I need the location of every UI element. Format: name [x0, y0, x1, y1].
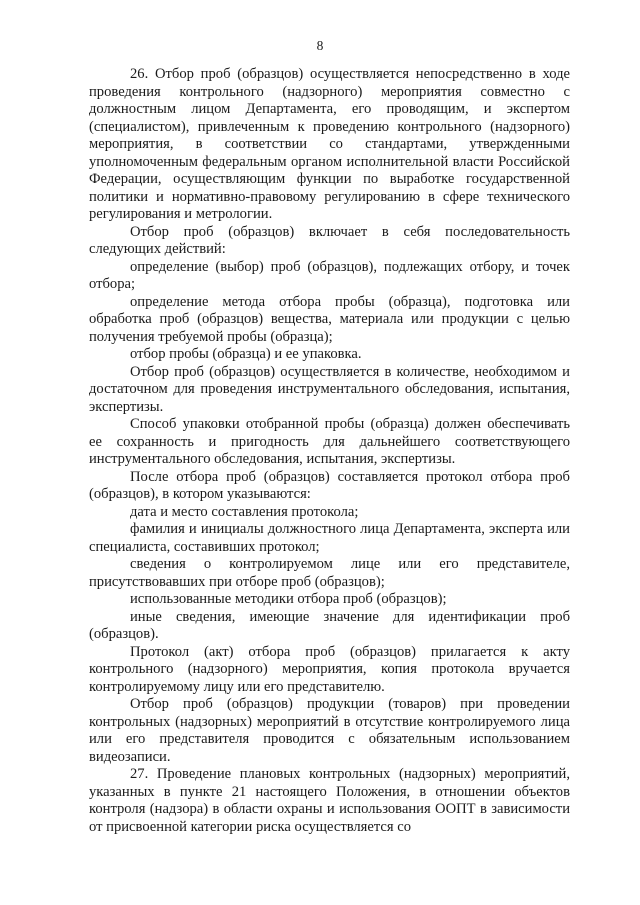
list-item-protocol-methods: использованные методики отбора проб (образцов); [130, 591, 447, 607]
paragraph-sampling-quantity: Отбор проб (образцов) осуществляется в количестве, необходимом и достаточном для проведения инструментального обследования, испытания, экспертизы. [89, 363, 570, 415]
list-item-protocol-other: иные сведения, имеющие значение для идентификации проб (образцов). [89, 608, 570, 642]
list-item-protocol-controlled-person: сведения о контролируемом лице или его представителе, присутствовавших при отборе проб (образцов); [89, 556, 570, 590]
paragraph-protocol-intro: После отбора проб (образцов) составляется протокол отбора проб (образцов), в котором указываются: [89, 468, 570, 502]
list-item-method-definition: определение метода отбора пробы (образца), подготовка или обработка проб (образцов) вещества, материала или продукции с целью получения требуемой пробы (образца); [89, 293, 570, 345]
list-item-sampling-packaging: отбор пробы (образца) и ее упаковка. [130, 346, 362, 362]
list-item-protocol-officials: фамилия и инициалы должностного лица Департамента, эксперта или специалиста, составивших протокол; [89, 521, 570, 555]
paragraph-26-intro: 26. Отбор проб (образцов) осуществляется непосредственно в ходе проведения контрольного (надзорного) мероприятия совместно с должностным лицом Департамента, его проводящим, и экспертом (специалистом), привлеченным к проведению контрольного (надзорного) мероприятия, в соответствии со стандартами, утвержденными уполномоченным федеральным органом исполнительной власти Российской Федерации, осуществляющим функции по выработке государственной политики и нормативно-правовому регулированию в сфере технического регулирования и метрологии. [89, 66, 570, 222]
page-number: 8 [316, 38, 324, 53]
paragraph-sampling-steps-intro: Отбор проб (образцов) включает в себя последовательность следующих действий: [89, 223, 570, 257]
paragraph-video-recording: Отбор проб (образцов) продукции (товаров) при проведении контрольных (надзорных) мероприятий в отсутствие контролируемого лица или его представителя проводится с обязательным использованием видеозаписи. [89, 696, 570, 765]
paragraph-27: 27. Проведение плановых контрольных (надзорных) мероприятий, указанных в пункте 21 настоящего Положения, в отношении объектов контроля (надзора) в области охраны и использования ООПТ в зависимости от присвоенной категории риска осуществляется со [89, 766, 570, 835]
paragraph-packaging-method: Способ упаковки отобранной пробы (образца) должен обеспечивать ее сохранность и пригодность для дальнейшего соответствующего инструментального обследования, испытания, экспертизы. [89, 416, 570, 467]
paragraph-protocol-attachment: Протокол (акт) отбора проб (образцов) прилагается к акту контрольного (надзорного) мероприятия, копия протокола вручается контролируемому лицу или его представителю. [89, 643, 570, 695]
document-body [89, 66, 570, 836]
list-item-protocol-date: дата и место составления протокола; [130, 503, 359, 520]
list-item-sample-selection: определение (выбор) проб (образцов), подлежащих отбору, и точек отбора; [89, 258, 570, 292]
